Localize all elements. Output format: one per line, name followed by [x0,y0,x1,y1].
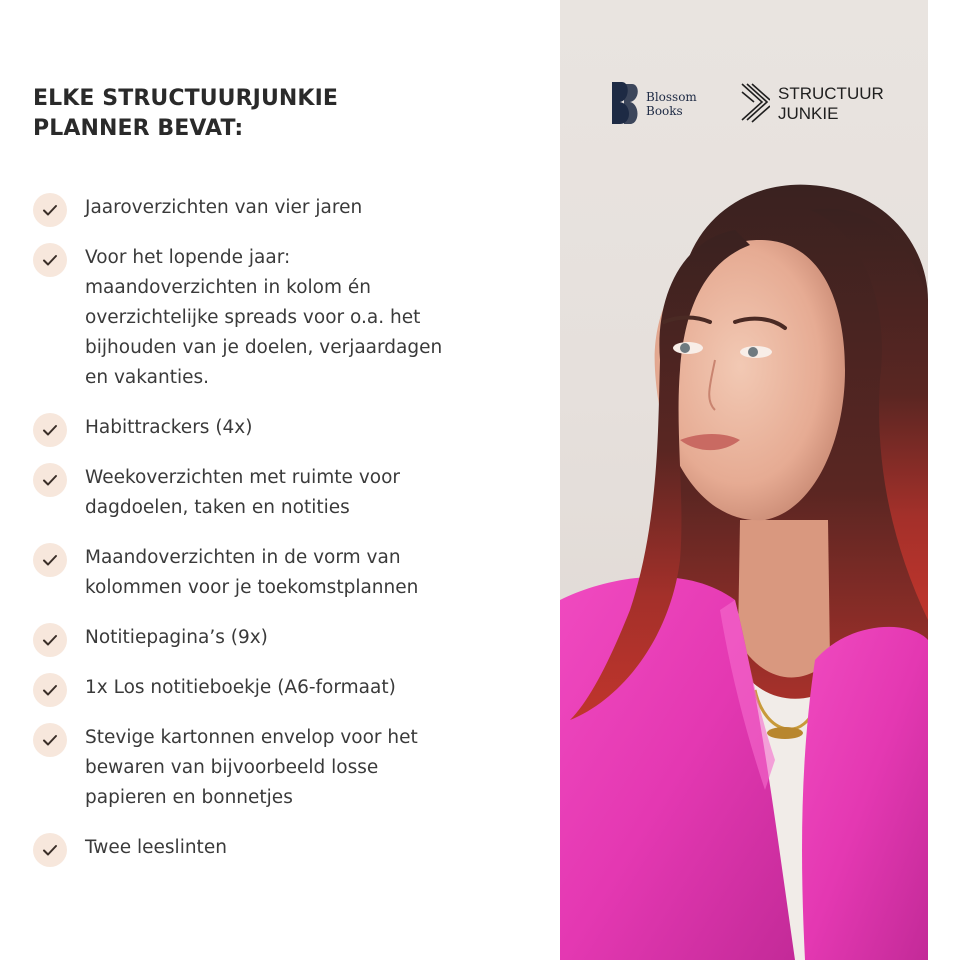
structuur-line: STRUCTUUR [778,84,884,103]
list-item-text: dagdoelen, taken en notities [85,497,350,518]
blossom-line: Blossom [646,90,697,104]
list-item-text: bijhouden van je doelen, verjaardagen [85,337,443,358]
list-item-text: Twee leeslinten [85,837,227,858]
list-item-text: Habittrackers (4x) [85,417,253,438]
check-icon [33,543,67,577]
list-item [33,413,513,463]
list-item-text: Stevige kartonnen envelop voor het [85,727,418,748]
list-item [33,193,513,243]
list-item [33,723,513,833]
check-icon [33,193,67,227]
list-item-text: Voor het lopende jaar: [85,247,291,268]
list-item [33,833,513,873]
portrait-photo [560,0,928,960]
junkie-line: JUNKIE [778,104,839,123]
list-item-text: Notitiepagina’s (9x) [85,627,268,648]
list-item-text: Jaaroverzichten van vier jaren [85,197,363,218]
check-icon [33,673,67,707]
list-item [33,623,513,673]
page-title [33,84,453,144]
books-line: Books [646,104,683,118]
list-item [33,673,513,723]
list-item-text: kolommen voor je toekomstplannen [85,577,419,598]
list-item-text: Maandoverzichten in de vorm van [85,547,401,568]
list-item-text: 1x Los notitieboekje (A6-formaat) [85,677,396,698]
check-icon [33,623,67,657]
structuur-junkie-logo-icon [740,80,770,126]
list-item-text: Weekoverzichten met ruimte voor [85,467,401,488]
list-item-text: maandoverzichten in kolom én [85,277,371,298]
check-icon [33,463,67,497]
list-item [33,543,513,623]
feature-list [33,193,513,873]
list-item-text: bewaren van bijvoorbeeld losse [85,757,379,778]
list-item-text: overzichtelijke spreads voor o.a. het [85,307,421,328]
check-icon [33,243,67,277]
structuur-junkie-logo-text [778,84,884,124]
check-icon [33,723,67,757]
check-icon [33,413,67,447]
title-line-2: PLANNER BEVAT: [33,116,244,141]
blossom-books-logo-icon [610,80,640,126]
title-line-1: ELKE STRUCTUURJUNKIE [33,86,338,111]
blossom-books-logo-text [646,90,697,118]
list-item-text: en vakanties. [85,367,210,388]
right-margin [928,0,960,960]
photo-panel [560,0,928,960]
list-item [33,463,513,543]
list-item [33,243,513,413]
check-icon [33,833,67,867]
list-item-text: papieren en bonnetjes [85,787,293,808]
